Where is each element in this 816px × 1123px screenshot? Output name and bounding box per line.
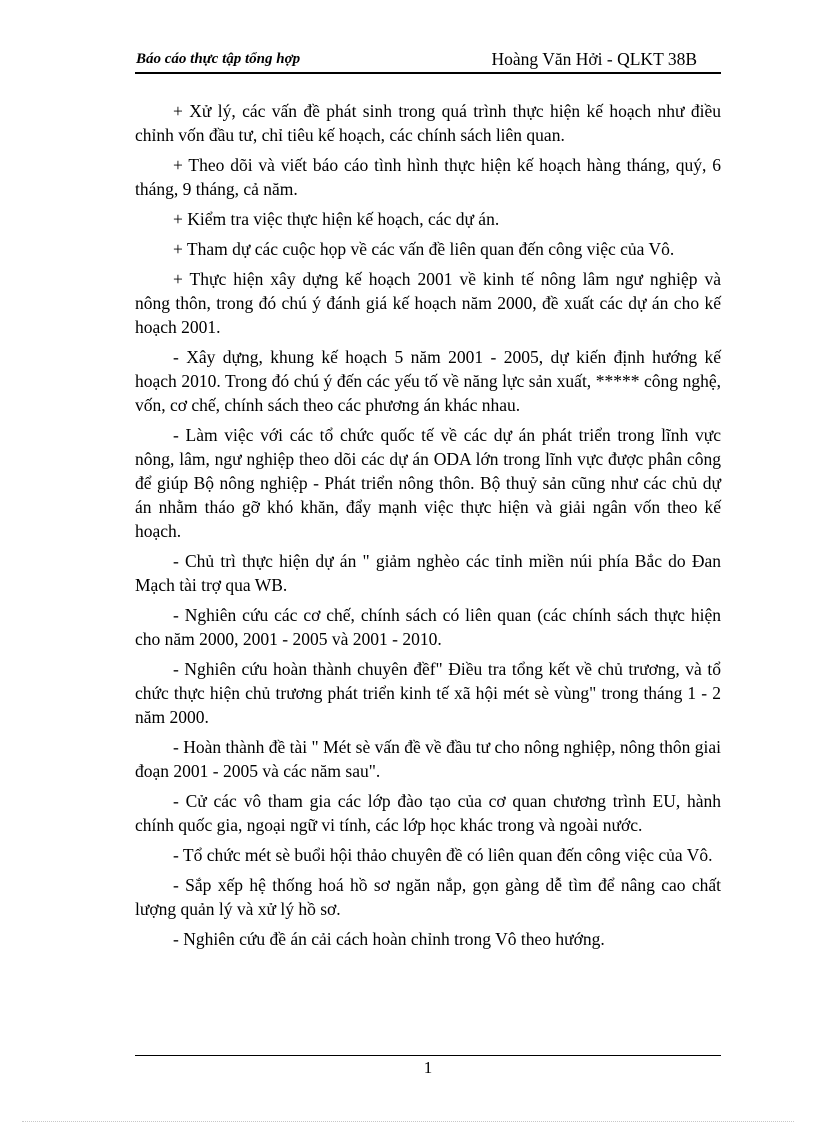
page-header <box>135 48 721 74</box>
page-number: 1 <box>423 1058 433 1077</box>
paragraph: - Nghiên cứu các cơ chế, chính sách có liên quan (các chính sách thực hiện cho năm 2000, 2001 - 2005 và 2001 - 2010. <box>135 605 721 649</box>
paragraph: - Nghiên cứu đề án cải cách hoàn chỉnh trong Vô theo hướng. <box>173 929 605 949</box>
paragraph: + Thực hiện xây dựng kế hoạch 2001 về kinh tế nông lâm ngư nghiệp và nông thôn, trong đó chú ý đánh giá kế hoạch năm 2000, đề xuất các dự án cho kế hoạch 2001. <box>135 269 721 337</box>
paragraph: - Xây dựng, khung kế hoạch 5 năm 2001 - 2005, dự kiến định hướng kế hoạch 2010. Trong đó chú ý đến các yếu tố về năng lực sản xuất, ***** công nghệ, vốn, cơ chế, chính sách theo các phương án khác nhau. <box>135 347 721 415</box>
paragraph: - Làm việc với các tổ chức quốc tế về các dự án phát triển trong lĩnh vực nông, lâm, ngư nghiệp theo dõi các dự án ODA lớn trong lĩnh vực được phân công để giúp Bộ nông nghiệp - Phát triển nông thôn. Bộ thuỷ sản cũng như các chủ dự án nhằm tháo gỡ khó khăn, đẩy mạnh việc thực hiện và giải ngân vốn theo kế hoạch. <box>135 425 721 541</box>
paragraph: + Xử lý, các vấn đề phát sinh trong quá trình thực hiện kế hoạch như điều chỉnh vốn đầu tư, chỉ tiêu kế hoạch, các chính sách liên quan. <box>135 101 721 145</box>
paragraph: + Theo dõi và viết báo cáo tình hình thực hiện kế hoạch hàng tháng, quý, 6 tháng, 9 tháng, cả năm. <box>135 155 721 199</box>
page-edge <box>22 1121 794 1122</box>
paragraph: - Nghiên cứu hoàn thành chuyên đềf" Điều tra tổng kết về chủ trương, và tổ chức thực hiện chủ trương phát triển kinh tế xã hội mét sè vùng" trong tháng 1 - 2 năm 2000. <box>135 659 721 727</box>
paragraph: - Chủ trì thực hiện dự án " giảm nghèo các tỉnh miền núi phía Bắc do Đan Mạch tài trợ qua WB. <box>135 551 721 595</box>
report-title: Báo cáo thực tập tổng hợp <box>136 51 301 67</box>
paragraph: - Sắp xếp hệ thống hoá hồ sơ ngăn nắp, gọn gàng dễ tìm để nâng cao chất lượng quản lý và xử lý hồ sơ. <box>135 875 721 919</box>
paragraph: - Tổ chức mét sè buổi hội thảo chuyên đề có liên quan đến công việc của Vô. <box>173 845 713 865</box>
document-body <box>135 99 721 957</box>
paragraph: - Hoàn thành đề tài " Mét sè vấn đề về đầu tư cho nông nghiệp, nông thôn giai đoạn 2001 - 2005 và các năm sau". <box>135 737 721 781</box>
paragraph: + Kiểm tra việc thực hiện kế hoạch, các dự án. <box>173 209 500 229</box>
footer-divider <box>135 1055 721 1056</box>
paragraph: - Cử các vô tham gia các lớp đào tạo của cơ quan chương trình EU, hành chính quốc gia, ngoại ngữ vi tính, các lớp học khác trong và ngoài nước. <box>135 791 721 835</box>
author-info: Hoàng Văn Hởi - QLKT 38B <box>491 49 697 69</box>
paragraph: + Tham dự các cuộc họp về các vấn đề liên quan đến công việc của Vô. <box>173 239 675 259</box>
